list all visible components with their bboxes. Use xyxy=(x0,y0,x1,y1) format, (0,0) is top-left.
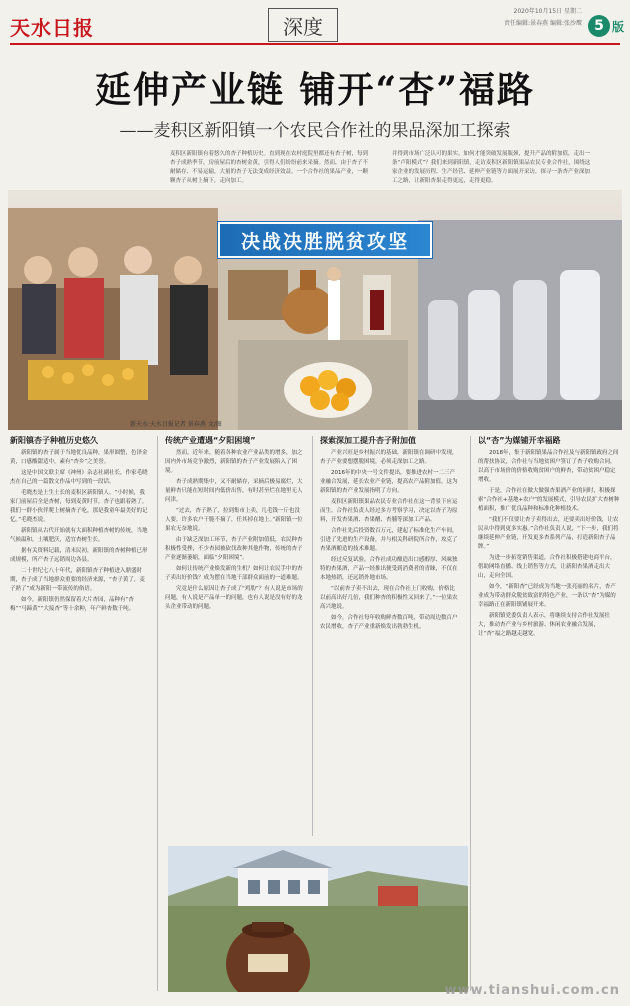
masthead-rule xyxy=(10,43,620,45)
paragraph: “过去，杏子熟了，拉到集市上卖，几毛钱一斤也没人要，许多农户干脆不摘了，任其掉在地上。”新阳镇一位果农无奈地说。 xyxy=(165,508,303,532)
paragraph: 新阳镇从古代开始就有大面积种植杏树的传统，当地气候温和，土壤肥沃，适宜杏树生长。 xyxy=(10,528,148,543)
campaign-banner: 决战决胜脱贫攻坚 xyxy=(218,222,432,258)
paragraph: 由于缺乏深加工环节，杏子产业附加值低，农民种杏积极性受挫，不少杏园被砍伐改种其他作物，传统的杏子产业逐渐萎缩，面临“夕阳困境”。 xyxy=(165,537,303,561)
section-title: 探索深加工提升杏子附加值 xyxy=(320,436,416,445)
paragraph: 杏子成熟期集中，又不耐储存，采摘后极易腐烂，大量鲜杏只能在短时间内低价出售，有时甚至烂在地里无人问津。 xyxy=(165,479,303,503)
section-title: 传统产业遭遇“夕阳困境” xyxy=(165,436,256,445)
paragraph: 2018年，集于新阳镇果品合作社及与新阳镇政府之间的帮扶协议，合作社与当地贫困户签订了杏子收购合同，以高于市场价的价格收购贫困户的鲜杏，带动贫困户稳定增收。 xyxy=(478,450,619,483)
date-line: 2020年10月15日 星期二 xyxy=(513,8,582,15)
paragraph: 二十世纪七八十年代，新阳镇杏子种植进入鼎盛时期，杏子成了当地群众重要的经济来源，“杏子黄了，麦子熟了”成为新阳一带流传的俗语。 xyxy=(10,568,145,592)
lede-left: 麦积区新阳镇有着悠久的杏子种植历史。直到现在农村庭院里都还有杏子树，每到杏子成熟季节，房前屋后的杏树金黄，引得人们纷纷前来采摘。然而，由于杏子不耐储存、不易运输，大量的杏子无法变成经济效益。一个合作社的果品产业，一颗颗杏子从树上摘下，走向加工。 xyxy=(170,151,369,184)
column-divider xyxy=(312,436,313,836)
masthead xyxy=(0,0,630,48)
lede-right: 并得到市场广泛认可的果实。如何才能突破发展瓶颈，提升产品的附加值，走出一条“卢阳模式”？我们来到新阳镇，走访麦积区新阳镇果品农民专业合作社，围绕这家企业的发展历程、生产经营、延伸产业链等方面展开采访，探寻一条杏产业深加工之路，让新阳杏果走得更远，走得更稳。 xyxy=(392,151,591,184)
column-2 xyxy=(165,436,305,836)
column-4 xyxy=(478,436,620,976)
headline: 延伸产业链 铺开“杏”福路 xyxy=(95,69,535,111)
paragraph: 毛晓杰是土生土长的麦积区新阳镇人。“小时候，我家门前屋后全是杏树，每到麦黄时节，杏子也跟着熟了，我们一群小伙伴爬上树摘杏子吃，那是我童年最美好的记忆。”毛晓杰说。 xyxy=(10,490,148,523)
subheadline: ——麦积区新阳镇一个农民合作社的果品深加工探索 xyxy=(119,121,511,141)
date-meta xyxy=(504,6,582,30)
paragraph: 2016年的中央一号文件提出，要推进农村一二三产业融合发展，延长农业产业链，提高农产品附加值。这为新阳镇的杏产业发展指明了方向。 xyxy=(320,470,458,494)
paragraph: 为进一步拓宽销售渠道，合作社积极搭建电商平台，借助网络直播、线上销售等方式，让新阳杏果酒走出大山，走向全国。 xyxy=(478,555,616,579)
factory-photo xyxy=(168,846,468,992)
paragraph: 这是中国文联主席《神州》杂志社副社长，作家毛晓杰在自己的一篇散文作品中写到的一段话。 xyxy=(10,470,148,485)
column-3 xyxy=(320,436,460,836)
section-name: 深度 xyxy=(268,8,338,42)
section-title: 以“杏”为媒铺开幸福路 xyxy=(478,436,561,445)
column-divider xyxy=(470,436,471,991)
page-number-badge: 5 xyxy=(588,15,610,37)
paragraph: 如今，合作社每年收购鲜杏数百吨，带动周边数百户农民增收，杏子产业重新焕发出勃勃生机。 xyxy=(320,615,458,630)
paragraph: 据有关资料记载，清末民初，新阳镇的杏树种植已形成规模，所产杏子远销周边各县。 xyxy=(10,548,148,563)
column-1 xyxy=(10,436,150,996)
paragraph: 经过反复试验，合作社成功酿造出口感醇厚、风味独特的杏果酒，产品一经推出便受到消费者的青睐，不仅在本地热销，还远销外地市场。 xyxy=(320,557,458,581)
page-unit: 版 xyxy=(611,20,624,34)
paragraph: 产业兴旺是乡村振兴的基础，新阳镇在调研中发现，杏子产业要想摆脱困境，必须走深加工之路。 xyxy=(320,450,458,465)
paragraph: 究竟是什么原因让杏子成了“鸡肋”？有人说是市场的问题，有人说是产品单一的问题，也有人说是没有好的龙头企业带动的问题。 xyxy=(165,586,303,610)
paragraph: 于是，合作社在做大做强杏果酒产业的同时，积极探索“合作社+基地+农户”的发展模式，引导农民扩大杏树种植面积，推广优良品种和标准化种植技术。 xyxy=(478,488,620,512)
newspaper-logo: 天水日报 xyxy=(10,16,94,40)
paragraph: 如何让传统产业焕发新的生机？如何让农民手中的杏子卖出好价钱？成为摆在当地干部群众面前的一道难题。 xyxy=(165,566,303,581)
paragraph: 新阳镇党委负责人表示，将继续支持合作社发展壮大，推动杏产业与乡村旅游、休闲农业融合发展，让“杏”福之路越走越宽。 xyxy=(478,613,611,637)
paragraph: 如今，新阳镇仍然保留着大片杏园，品种有“杏梅”“马蹄黄”“大接杏”等十余种，年产鲜杏数千吨。 xyxy=(10,597,135,612)
paragraph: 然而，近年来，随着各种农业产业品类的增多，加之国内外市场竞争激烈，新阳镇的杏子产业发展陷入了困境。 xyxy=(165,450,303,474)
paragraph: “以前杏子卖不出去，现在合作社上门收购，价格比以前高出好几倍，我们种杏的积极性又回来了。”一位果农高兴地说。 xyxy=(320,586,458,610)
photo-credit: 新天水·天水日报记者 景春燕 文/图 xyxy=(130,421,222,428)
section-title: 新阳镇杏子种植历史悠久 xyxy=(10,436,98,445)
column-divider xyxy=(157,436,158,991)
paragraph: 新阳镇的杏子属于当地优良品种，果形圆整，色泽金黄，口感酸甜适中，素有“杏乡”之美誉。 xyxy=(10,450,148,465)
paragraph: 如今，“新阳杏”已经成为当地一张亮丽的名片，杏产业成为带动群众脱贫致富的特色产业，一条以“杏”为媒的幸福路正在新阳镇铺展开来。 xyxy=(478,584,616,608)
factory-illustration xyxy=(168,846,468,992)
paragraph: 合作社先后投资数百万元，建起了标准化生产车间，引进了先进的生产设备，并与相关科研院所合作，攻克了杏果酒酿造的技术难题。 xyxy=(320,528,458,552)
paragraph: “我们不仅要让杏子卖得出去，还要卖出好价钱，让农民从中得到更多实惠。”合作社负责人说，“下一步，我们将继续延伸产业链，开发更多杏系列产品，打造新阳杏子品牌。” xyxy=(478,517,619,550)
editor-line: 责任编辑:景春燕 编辑:张沙鹰 xyxy=(504,20,582,27)
site-watermark: www.tianshui.com.cn xyxy=(444,983,620,998)
paragraph: 麦积区新阳镇果品农民专业合作社在这一背景下应运而生。合作社负责人经过多方考察学习，决定以杏子为原料，开发杏果酒、杏果醋、杏脯等深加工产品。 xyxy=(320,499,458,523)
